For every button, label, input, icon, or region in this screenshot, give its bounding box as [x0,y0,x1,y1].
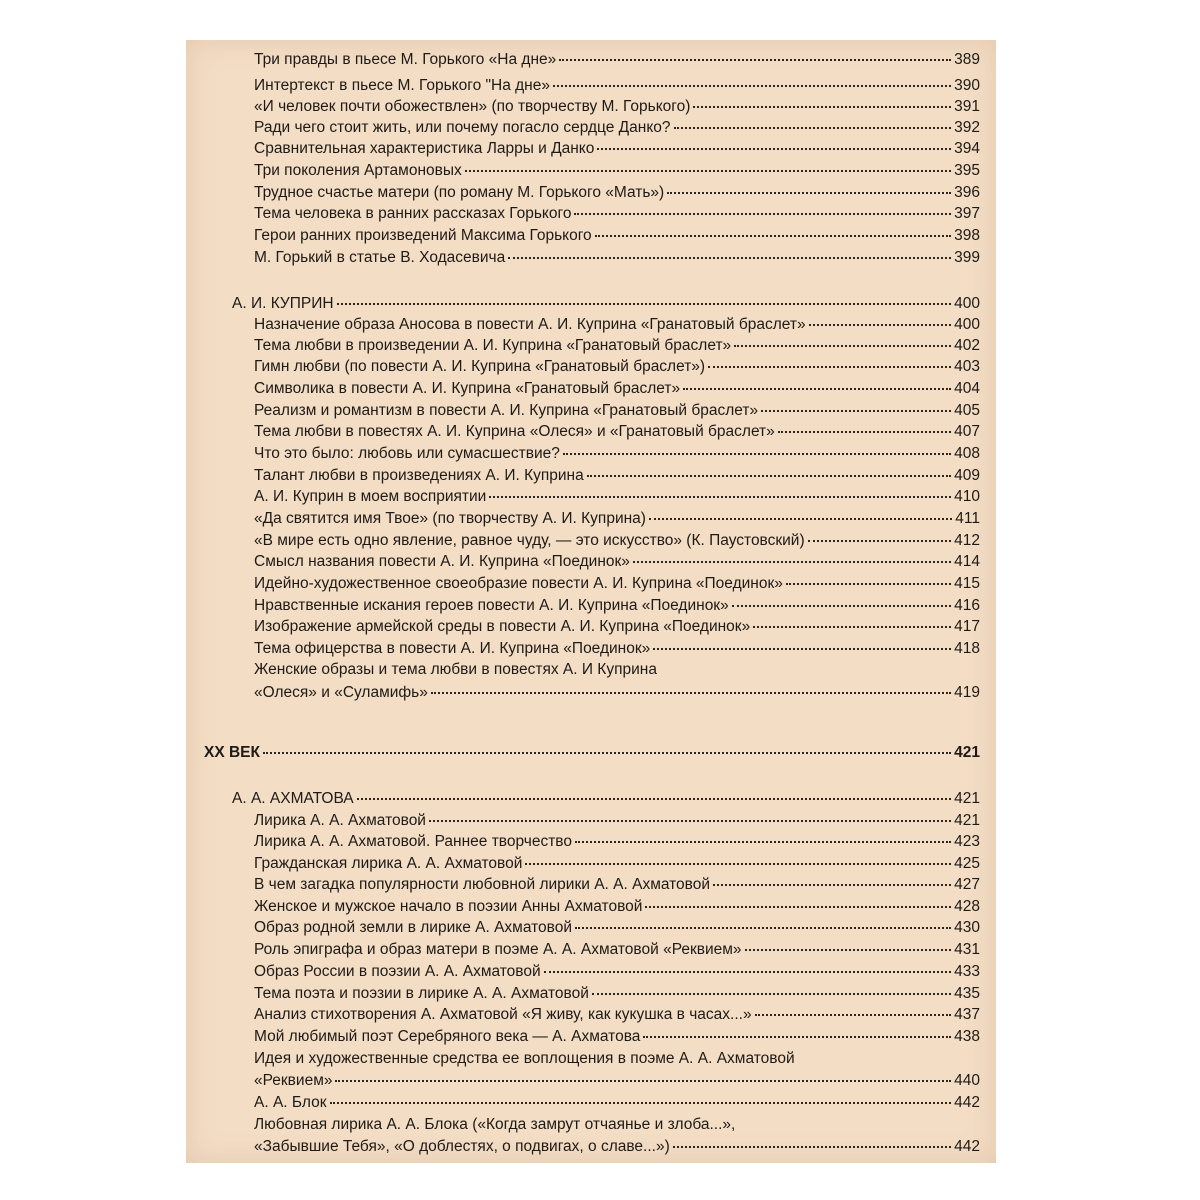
leader-dots [653,648,951,650]
page-number: 435 [954,985,980,1002]
entry-title: Нравственные искания героев повести А. И. Куприна «Поединок» [254,597,729,614]
page-number: 390 [954,77,980,94]
toc-entry [254,185,980,201]
toc-entry [254,1073,980,1089]
part-title: XX ВЕК [204,744,260,761]
entry-title: Ради чего стоит жить, или почему погасло сердце Данко? [254,119,671,136]
page-number: 395 [954,162,980,179]
entry-title: Тема поэта и поэзии в лирике А. А. Ахматовой [254,985,589,1002]
page-number: 418 [954,640,980,657]
toc-section-heading [232,296,980,312]
toc-entry [254,834,980,850]
entry-title: Женское и мужское начало в поэзии Анны Ахматовой [254,898,643,915]
leader-dots [335,1080,951,1082]
leader-dots [734,345,951,347]
page-number: 416 [954,597,980,614]
page-number: 442 [954,1138,980,1155]
page-number: 391 [954,98,980,115]
entry-title: Тема офицерства в повести А. И. Куприна «Поединок» [254,640,651,657]
toc-entry [254,877,980,893]
entry-title: Тема человека в ранних рассказах Горького [254,205,572,222]
page-number: 410 [954,488,980,505]
leader-dots [465,170,951,172]
toc-entry [254,1029,980,1045]
leader-dots [809,324,952,326]
page-number: 431 [954,941,980,958]
leader-dots [597,148,951,150]
entry-title: Талант любви в произведениях А. И. Куприна [254,467,584,484]
toc-entry [254,120,980,136]
page-number: 389 [954,51,980,68]
leader-dots [633,561,951,563]
entry-title: Лирика А. А. Ахматовой [254,812,426,829]
page-number: 442 [954,1094,980,1111]
page-number: 403 [954,358,980,375]
entry-title-line: Идея и художественные средства ее воплощения в поэме А. А. Ахматовой [254,1050,795,1067]
entry-title: Изображение армейской среды в повести А. И. Куприна «Поединок» [254,618,751,635]
page-number: 407 [954,423,980,440]
leader-dots [559,59,951,61]
leader-dots [575,927,951,929]
leader-dots [595,235,951,237]
leader-dots [778,431,951,433]
toc-entry [254,359,980,375]
entry-title: «Олеся» и «Суламифь» [254,684,428,701]
page-number: 415 [954,575,980,592]
leader-dots [508,257,951,259]
toc-entry [254,554,980,570]
entry-title: Тема любви в повестях А. И. Куприна «Олеся» и «Гранатовый браслет» [254,423,775,440]
toc-section-heading [232,791,980,807]
leader-dots [808,540,951,542]
leader-dots [592,993,951,995]
toc-entry [254,141,980,157]
toc-entry [254,598,980,614]
leader-dots [525,863,951,865]
leader-dots [683,388,951,390]
toc-entry [254,489,980,505]
page-number: 421 [954,744,980,761]
toc-entry [254,533,980,549]
entry-title: Лирика А. А. Ахматовой. Раннее творчество [254,833,572,850]
leader-dots [667,192,951,194]
toc-entry [254,446,980,462]
entry-title: Образ родной земли в лирике А. Ахматовой [254,919,572,936]
leader-dots [575,841,951,843]
page-number: 400 [954,295,980,312]
leader-dots [544,971,951,973]
entry-title: А. И. Куприн в моем восприятии [254,488,487,505]
leader-dots [337,303,952,305]
toc-entry [254,920,980,936]
toc-entry [254,641,980,657]
toc-entry [254,942,980,958]
page-number: 438 [954,1028,980,1045]
entry-title: «И человек почти обожествлен» (по творчеству М. Горького) [254,98,691,115]
leader-dots [330,1102,952,1104]
page-number: 402 [954,337,980,354]
leader-dots [489,496,951,498]
toc-part-heading [204,745,980,761]
page-number: 392 [954,119,980,136]
entry-title: Три поколения Артамоновых [254,162,462,179]
leader-dots [693,106,951,108]
leader-dots [673,1146,951,1148]
entry-title: Назначение образа Аносова в повести А. И. Куприна «Гранатовый браслет» [254,316,806,333]
page-number: 412 [954,532,980,549]
page-number: 421 [954,812,980,829]
leader-dots [761,410,951,412]
page-number: 423 [954,833,980,850]
entry-title: Смысл названия повести А. И. Куприна «Поединок» [254,553,630,570]
page-number: 404 [954,380,980,397]
leader-dots [645,906,951,908]
leader-dots [786,583,951,585]
entry-title: Гражданская лирика А. А. Ахматовой [254,855,523,872]
toc-entry [254,685,980,701]
section-title: А. И. КУПРИН [232,295,334,312]
entry-title: Интертекст в пьесе М. Горького "На дне» [254,77,550,94]
entry-title: Идейно-художественное своеобразие повести А. И. Куприна «Поединок» [254,575,783,592]
entry-title: Анализ стихотворения А. Ахматовой «Я живу, как кукушка в часах...» [254,1006,752,1023]
toc-entry [254,381,980,397]
entry-title: В чем загадка популярности любовной лирики А. А. Ахматовой [254,876,711,893]
leader-dots [574,213,951,215]
toc-entry [254,424,980,440]
entry-title-line: Женские образы и тема любви в повестях А. И Куприна [254,661,657,678]
entry-title: Гимн любви (по повести А. И. Куприна «Гранатовый браслет») [254,358,706,375]
page-number: 433 [954,963,980,980]
toc-entry [254,317,980,333]
toc-entry [254,468,980,484]
leader-dots [429,820,951,822]
leader-dots [553,85,951,87]
leader-dots [708,366,951,368]
toc-entry [254,619,980,635]
entry-title: «Да святится имя Твое» (по творчеству А. И. Куприна) [254,510,646,527]
toc-entry [254,78,980,94]
toc-entry [254,1007,980,1023]
toc-entry [254,964,980,980]
entry-title: Реализм и романтизм в повести А. И. Куприна «Гранатовый браслет» [254,402,759,419]
page-number: 428 [954,898,980,915]
toc-entry [254,1095,980,1111]
page-number: 430 [954,919,980,936]
leader-dots [643,1036,951,1038]
page-number: 421 [954,790,980,807]
leader-dots [674,127,952,129]
toc-entry [254,403,980,419]
page-number: 408 [954,445,980,462]
page-number: 427 [954,876,980,893]
page-number: 437 [954,1006,980,1023]
leader-dots [357,798,952,800]
leader-dots [563,453,951,455]
page-number: 409 [954,467,980,484]
toc-entry [254,206,980,222]
entry-title: Символика в повести А. И. Куприна «Гранатовый браслет» [254,380,681,397]
page-number: 399 [954,249,980,266]
section-title: А. А. АХМАТОВА [232,790,354,807]
page-number: 440 [954,1072,980,1089]
leader-dots [649,518,952,520]
entry-title: Герои ранних произведений Максима Горького [254,227,592,244]
entry-title: Роль эпиграфа и образ матери в поэме А. А. Ахматовой «Реквием» [254,941,742,958]
entry-title: Что это было: любовь или сумасшествие? [254,445,560,462]
toc-entry [254,228,980,244]
toc-entry [254,99,980,115]
leader-dots [745,949,952,951]
toc-entry [254,250,980,266]
entry-title: Трудное счастье матери (по роману М. Горького «Мать») [254,184,665,201]
entry-title: «Реквием» [254,1072,333,1089]
page-number: 397 [954,205,980,222]
page-number: 419 [954,684,980,701]
page-number: 394 [954,140,980,157]
page-number: 398 [954,227,980,244]
toc-entry [254,856,980,872]
entry-title: Сравнительная характеристика Ларры и Данко [254,140,595,157]
leader-dots [263,752,951,754]
entry-title: «В мире есть одно явление, равное чуду, — это искусство» (К. Паустовский) [254,532,805,549]
toc-entry [254,1139,980,1155]
page-number: 425 [954,855,980,872]
leader-dots [755,1014,952,1016]
page-number: 417 [954,618,980,635]
page-number: 414 [954,553,980,570]
page-number: 396 [954,184,980,201]
leader-dots [713,884,951,886]
entry-title: Мой любимый поэт Серебряного века — А. Ахматова [254,1028,641,1045]
page-number: 411 [955,510,980,527]
entry-title: Тема любви в произведении А. И. Куприна «Гранатовый браслет» [254,337,732,354]
entry-title: «Забывшие Тебя», «О доблестях, о подвигах, о славе...») [254,1138,670,1155]
leader-dots [431,692,951,694]
entry-title-line: Любовная лирика А. А. Блока («Когда замрут отчаянье и злоба...», [254,1116,736,1133]
toc-entry [254,511,980,527]
page-number: 400 [954,316,980,333]
toc-entry [254,899,980,915]
entry-title: Образ России в поэзии А. А. Ахматовой [254,963,541,980]
leader-dots [753,626,951,628]
toc-entry [254,813,980,829]
entry-title: М. Горький в статье В. Ходасевича [254,249,506,266]
toc-entry [254,163,980,179]
entry-title: Три правды в пьесе М. Горького «На дне» [254,51,557,68]
leader-dots [587,475,951,477]
toc-entry [254,576,980,592]
page-number: 405 [954,402,980,419]
entry-title: А. А. Блок [254,1094,327,1111]
leader-dots [732,605,951,607]
toc-entry [254,986,980,1002]
toc-entry [254,52,980,68]
toc-entry [254,338,980,354]
